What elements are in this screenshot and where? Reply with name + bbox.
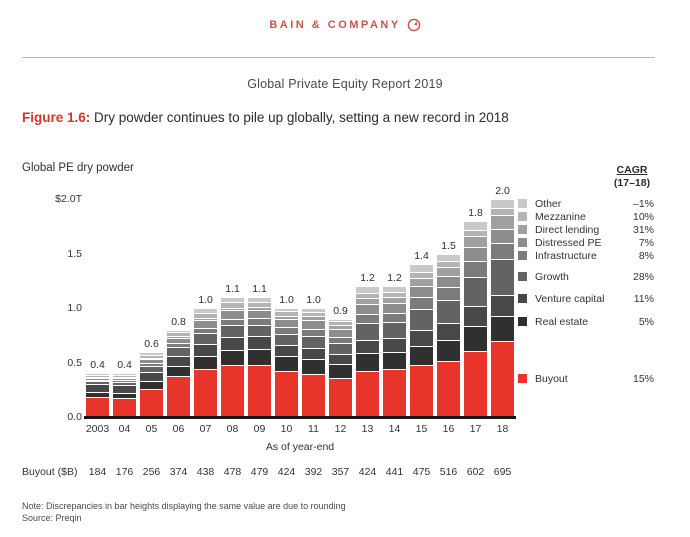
segment-venture-capital <box>194 345 217 358</box>
segment-real-estate <box>248 350 271 366</box>
cagr-header-range: (17–18) <box>613 177 651 189</box>
legend-swatch-mezzanine <box>518 212 527 221</box>
buyout-value: 357 <box>331 466 350 478</box>
legend-cagr-value: 5% <box>638 316 654 328</box>
segment-buyout <box>329 379 352 418</box>
segment-growth <box>302 337 325 349</box>
segment-distressed-pe <box>383 304 406 314</box>
segment-venture-capital <box>329 355 352 365</box>
bar-06 <box>167 200 190 418</box>
cagr-header-title: CAGR <box>616 164 648 176</box>
bar-13 <box>356 200 379 418</box>
segment-growth <box>221 326 244 337</box>
x-tick-label: 10 <box>280 423 293 435</box>
segment-real-estate <box>464 327 487 352</box>
legend-cagr-value: 8% <box>638 250 654 262</box>
bar-16 <box>437 200 460 418</box>
segment-venture-capital <box>383 339 406 353</box>
segment-real-estate <box>221 351 244 366</box>
segment-real-estate <box>167 367 190 377</box>
x-tick-label: 17 <box>469 423 482 435</box>
segment-buyout <box>140 390 163 418</box>
segment-real-estate <box>275 357 298 372</box>
segment-real-estate <box>383 353 406 370</box>
legend-label: Venture capital <box>535 293 605 305</box>
segment-buyout <box>194 370 217 418</box>
segment-buyout <box>356 372 379 418</box>
segment-real-estate <box>329 365 352 379</box>
legend-cagr-value: 7% <box>638 237 654 249</box>
segment-distressed-pe <box>464 248 487 262</box>
footnote: Note: Discrepancies in bar heights displaying the same value are due to rounding <box>22 501 346 511</box>
segment-distressed-pe <box>329 330 352 338</box>
buyout-value: 438 <box>196 466 215 478</box>
segment-buyout <box>221 366 244 418</box>
x-tick-label: 09 <box>253 423 266 435</box>
segment-infrastructure <box>302 330 325 337</box>
bar-total-label: 1.5 <box>441 239 456 252</box>
bar-2003 <box>86 200 109 418</box>
segment-venture-capital <box>356 341 379 355</box>
segment-growth <box>410 310 433 331</box>
x-tick-label: 04 <box>118 423 131 435</box>
y-tick-label: $2.0T <box>55 193 82 205</box>
segment-growth <box>329 344 352 355</box>
x-axis-labels <box>86 423 514 435</box>
cagr-header <box>596 164 668 190</box>
bar-total-label: 1.0 <box>306 294 321 306</box>
bar-total-label: 0.8 <box>171 315 186 328</box>
bar-total-label: 1.4 <box>414 250 429 263</box>
bain-logo-text: BAIN & COMPANY <box>269 19 401 31</box>
legend-cagr-value: 28% <box>632 271 654 283</box>
segment-buyout <box>383 370 406 418</box>
legend-cagr-value: 15% <box>632 373 654 385</box>
legend-cagr-value: 11% <box>633 293 654 305</box>
legend-label: Buyout <box>535 373 568 385</box>
segment-distressed-pe <box>356 305 379 315</box>
legend-label: Direct lending <box>535 224 600 236</box>
segment-venture-capital <box>86 385 109 393</box>
buyout-row-values <box>86 466 514 478</box>
legend-swatch-other <box>518 199 527 208</box>
segment-buyout <box>275 372 298 418</box>
segment-direct-lending <box>437 268 460 277</box>
segment-buyout <box>437 362 460 418</box>
buyout-value: 478 <box>223 466 242 478</box>
segment-infrastructure <box>491 244 514 260</box>
bar-total-label: 2.0 <box>495 185 510 197</box>
legend-item-other <box>518 198 654 210</box>
segment-real-estate <box>194 357 217 370</box>
x-tick-label: 06 <box>172 423 185 435</box>
segment-distressed-pe <box>302 321 325 330</box>
buyout-value: 256 <box>142 466 161 478</box>
bar-12 <box>329 200 352 418</box>
bar-18 <box>491 185 514 418</box>
segment-venture-capital <box>410 331 433 347</box>
legend-label: Distressed PE <box>535 237 602 249</box>
bar-total-label: 1.1 <box>252 283 267 296</box>
bar-04 <box>113 200 136 418</box>
legend-swatch-direct-lending <box>518 225 527 234</box>
segment-real-estate <box>140 382 163 390</box>
bar-07 <box>194 200 217 418</box>
segment-venture-capital <box>221 338 244 351</box>
legend-item-direct-lending <box>518 224 654 236</box>
segment-real-estate <box>491 317 514 342</box>
segment-infrastructure <box>248 319 271 326</box>
bar-total-label: 1.0 <box>198 294 213 306</box>
y-tick-label: 1.5 <box>67 247 82 260</box>
bar-total-label: 0.4 <box>117 359 132 372</box>
segment-venture-capital <box>437 324 460 341</box>
bar-08 <box>221 200 244 418</box>
buyout-value: 374 <box>169 466 188 478</box>
buyout-row-label: Buyout ($B) <box>22 466 78 478</box>
legend-swatch-real-estate <box>518 317 527 326</box>
legend-item-distressed-pe <box>518 237 654 249</box>
segment-venture-capital <box>167 357 190 368</box>
buyout-value: 184 <box>88 466 107 478</box>
x-tick-label: 15 <box>415 423 428 435</box>
segment-buyout <box>248 366 271 418</box>
x-tick-label: 2003 <box>85 423 110 435</box>
legend-item-growth <box>518 271 654 283</box>
legend-swatch-infrastructure <box>518 251 527 260</box>
bar-15 <box>410 200 433 418</box>
segment-growth <box>356 324 379 340</box>
segment-infrastructure <box>410 298 433 309</box>
segment-other <box>464 222 487 231</box>
segment-real-estate <box>356 354 379 371</box>
segment-growth <box>194 334 217 344</box>
segment-real-estate <box>302 360 325 375</box>
bar-total-label: 0.6 <box>144 337 159 350</box>
segment-growth <box>383 323 406 339</box>
legend-item-mezzanine <box>518 211 654 223</box>
segment-venture-capital <box>275 346 298 357</box>
bar-total-label: 1.0 <box>279 294 294 306</box>
segment-growth <box>437 301 460 324</box>
buyout-value: 424 <box>358 466 377 478</box>
segment-direct-lending <box>410 279 433 287</box>
segment-infrastructure <box>383 314 406 323</box>
legend-item-real-estate <box>518 316 654 328</box>
buyout-value: 479 <box>250 466 269 478</box>
legend-cagr-value: 31% <box>632 224 654 236</box>
segment-distressed-pe <box>437 277 460 288</box>
segment-buyout <box>302 375 325 418</box>
segment-venture-capital <box>464 307 487 327</box>
segment-buyout <box>167 377 190 418</box>
segment-distressed-pe <box>275 320 298 328</box>
segment-infrastructure <box>356 315 379 324</box>
source-note: Source: Preqin <box>22 513 82 523</box>
segment-growth <box>167 348 190 357</box>
segment-direct-lending <box>491 216 514 230</box>
x-tick-label: 08 <box>226 423 239 435</box>
segment-mezzanine <box>464 231 487 238</box>
y-tick-label: 0.5 <box>67 356 82 369</box>
legend-label: Mezzanine <box>535 211 586 223</box>
legend-swatch-growth <box>518 272 527 281</box>
report-title: Global Private Equity Report 2019 <box>247 77 443 91</box>
segment-venture-capital <box>140 373 163 383</box>
segment-buyout <box>410 366 433 418</box>
legend-item-infrastructure <box>518 250 654 262</box>
segment-other <box>410 265 433 272</box>
bar-17 <box>464 200 487 418</box>
buyout-value: 695 <box>493 466 512 478</box>
segment-real-estate <box>410 347 433 367</box>
bar-total-label: 0.9 <box>333 304 348 317</box>
x-axis-title: As of year-end <box>265 441 335 453</box>
legend-item-buyout <box>518 373 654 385</box>
segment-growth <box>491 260 514 296</box>
legend-swatch-venture-capital <box>518 294 527 303</box>
x-tick-label: 12 <box>334 423 347 435</box>
segment-venture-capital <box>491 296 514 317</box>
segment-buyout <box>464 352 487 418</box>
bar-11 <box>302 200 325 418</box>
segment-other <box>491 200 514 209</box>
legend-cagr-value: 10% <box>632 211 654 223</box>
y-tick-label: 1.0 <box>67 302 82 314</box>
buyout-value: 392 <box>304 466 323 478</box>
x-tick-label: 16 <box>442 423 455 435</box>
segment-growth <box>248 326 271 337</box>
segment-infrastructure <box>464 262 487 278</box>
bar-10 <box>275 200 298 418</box>
buyout-value: 475 <box>412 466 431 478</box>
bar-plot <box>86 185 514 418</box>
buyout-value: 176 <box>115 466 134 478</box>
bar-09 <box>248 200 271 418</box>
segment-other <box>437 255 460 262</box>
segment-distressed-pe <box>491 230 514 244</box>
segment-buyout <box>86 398 109 418</box>
y-tick-label: 0.0 <box>67 411 82 423</box>
legend-swatch-buyout <box>518 374 527 383</box>
segment-real-estate <box>437 341 460 362</box>
figure-number: Figure 1.6: <box>22 110 91 125</box>
buyout-value: 424 <box>277 466 296 478</box>
legend-item-venture-capital <box>518 293 654 305</box>
bar-05 <box>140 200 163 418</box>
segment-buyout <box>491 342 514 418</box>
legend-cagr-value: –1% <box>632 198 654 210</box>
bar-total-label: 1.1 <box>225 283 240 296</box>
bar-total-label: 1.8 <box>468 206 483 219</box>
segment-venture-capital <box>302 349 325 360</box>
segment-venture-capital <box>113 386 136 394</box>
bar-14 <box>383 200 406 418</box>
x-tick-label: 07 <box>199 423 212 435</box>
legend-label: Infrastructure <box>535 250 597 262</box>
buyout-value: 441 <box>385 466 404 478</box>
segment-growth <box>464 278 487 307</box>
x-tick-label: 14 <box>388 423 401 435</box>
legend-swatch-distressed-pe <box>518 238 527 247</box>
segment-mezzanine <box>491 209 514 216</box>
legend-label: Other <box>535 198 562 210</box>
chart-title: Global PE dry powder <box>22 162 134 174</box>
x-tick-label: 05 <box>145 423 158 435</box>
segment-distressed-pe <box>248 311 271 320</box>
segment-distressed-pe <box>410 287 433 298</box>
segment-distressed-pe <box>194 321 217 329</box>
segment-infrastructure <box>437 288 460 301</box>
buyout-value: 602 <box>466 466 485 478</box>
segment-distressed-pe <box>221 311 244 320</box>
segment-growth <box>275 335 298 346</box>
segment-venture-capital <box>248 337 271 350</box>
x-axis-line <box>84 416 516 419</box>
segment-direct-lending <box>464 237 487 248</box>
x-tick-label: 18 <box>496 423 509 435</box>
bar-total-label: 1.2 <box>360 272 375 285</box>
legend-label: Real estate <box>535 316 589 328</box>
bar-total-label: 1.2 <box>387 272 402 285</box>
bar-total-label: 0.4 <box>90 359 105 372</box>
legend-label: Growth <box>535 271 569 283</box>
figure-caption: Dry powder continues to pile up globally, setting a new record in 2018 <box>90 110 509 125</box>
x-tick-label: 13 <box>361 423 374 435</box>
buyout-value: 516 <box>439 466 458 478</box>
x-tick-label: 11 <box>308 423 319 435</box>
